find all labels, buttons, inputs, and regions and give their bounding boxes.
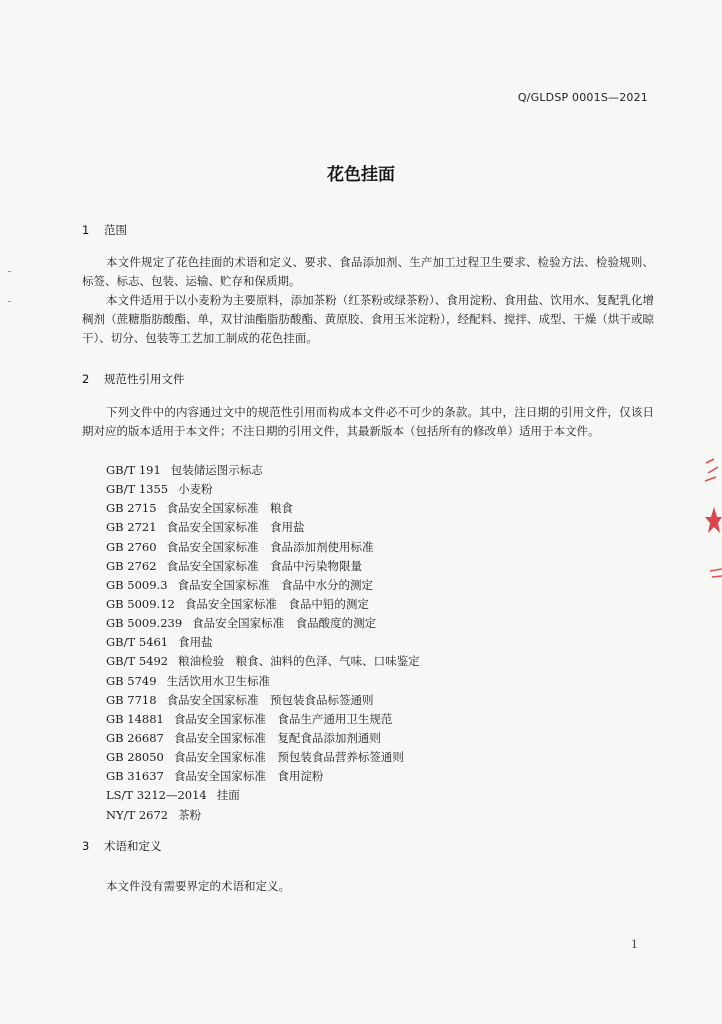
section-number: 2 [82, 372, 90, 386]
scope-paragraph-2: 本文件适用于以小麦粉为主要原料，添加茶粉（红茶粉或绿茶粉）、食用淀粉、食用盐、饮用水、复配乳化增稠剂（蔗糖脂肪酸酯、单，双甘油酯脂肪酸酯、黄原胶、食用玉米淀粉），经配料、搅拌、成型、干燥（烘干或晾干）、切分、包装等工艺加工制成的花色挂面。 [82, 293, 654, 345]
list-item [106, 710, 420, 729]
reference-code: LS/T 3212—2014 [106, 788, 207, 803]
reference-title: 生活饮用水卫生标准 [166, 673, 271, 688]
list-item [106, 480, 420, 499]
reference-code: GB 2762 [106, 558, 157, 573]
standard-code: Q/GLDSP 0001S—2021 [517, 91, 648, 104]
reference-code: GB 5009.12 [106, 596, 175, 611]
list-item [106, 767, 420, 786]
reference-title: 食品安全国家标准 食品中水分的测定 [177, 577, 374, 592]
reference-code: GB/T 5461 [106, 635, 169, 650]
list-item [106, 595, 420, 614]
reference-title: 食品安全国家标准 粮食 [166, 501, 294, 516]
reference-code: GB 2760 [106, 539, 157, 554]
references-intro-paragraph: 下列文件中的内容通过文中的规范性引用而构成本文件必不可少的条款。其中，注日期的引用文件，仅该日期对应的版本适用于本文件；不注日期的引用文件，其最新版本（包括所有的修改单）适用于本文件。 [82, 405, 654, 438]
reference-title: 粮油检验 粮食、油料的色泽、气味、口味鉴定 [178, 654, 420, 669]
scope-paragraph-1: 本文件规定了花色挂面的术语和定义、要求、食品添加剂、生产加工过程卫生要求、检验方法、检验规则、标签、标志、包装、运输、贮存和保质期。 [82, 255, 654, 288]
reference-title: 食品安全国家标准 食用盐 [166, 520, 305, 535]
document-title: 花色挂面 [327, 165, 395, 185]
seal-stamp-icon [700, 455, 722, 585]
section-title: 规范性引用文件 [104, 372, 185, 386]
reference-code: GB 26687 [106, 730, 164, 745]
section-number: 1 [82, 223, 90, 237]
terms-paragraph: 本文件没有需要界定的术语和定义。 [106, 879, 290, 893]
list-item [106, 806, 420, 825]
reference-title: 食品安全国家标准 食品酸度的测定 [192, 616, 377, 631]
reference-code: NY/T 2672 [106, 807, 169, 822]
list-item [106, 461, 420, 480]
section-number: 3 [82, 839, 90, 853]
reference-code: GB/T 191 [106, 463, 161, 477]
list-item [106, 557, 420, 576]
section-heading-normative-references [82, 371, 185, 387]
reference-title: 挂面 [216, 788, 240, 803]
list-item [106, 729, 420, 748]
reference-title: 食品安全国家标准 食品中污染物限量 [166, 558, 363, 573]
reference-code: GB 5009.3 [106, 577, 168, 592]
list-item [106, 652, 420, 671]
section-title: 术语和定义 [104, 839, 162, 853]
reference-code: GB 14881 [106, 711, 164, 726]
list-item [106, 538, 420, 557]
reference-title: 包装储运图示标志 [170, 463, 263, 477]
reference-title: 食品安全国家标准 食品生产通用卫生规范 [173, 711, 393, 726]
reference-code: GB 2715 [106, 501, 157, 516]
reference-code: GB/T 1355 [106, 482, 169, 497]
reference-code: GB 7718 [106, 692, 157, 707]
section-heading-scope [82, 222, 127, 238]
scan-mark [8, 271, 11, 272]
reference-title: 食品安全国家标准 食品添加剂使用标准 [166, 539, 374, 554]
list-item [106, 576, 420, 595]
list-item [106, 672, 420, 691]
list-item [106, 633, 420, 652]
reference-title: 食用盐 [178, 635, 213, 650]
list-item [106, 691, 420, 710]
reference-list [106, 461, 420, 825]
page-number: 1 [631, 938, 638, 951]
reference-code: GB 2721 [106, 520, 157, 535]
reference-title: 食品安全国家标准 食用淀粉 [173, 769, 324, 784]
list-item [106, 499, 420, 518]
reference-title: 食品安全国家标准 复配食品添加剂通则 [173, 730, 381, 745]
reference-title: 小麦粉 [178, 482, 213, 497]
reference-code: GB 28050 [106, 750, 164, 765]
reference-code: GB 31637 [106, 769, 164, 784]
list-item [106, 786, 420, 805]
scan-mark [8, 301, 11, 302]
section-title: 范围 [104, 223, 127, 237]
reference-code: GB 5749 [106, 673, 157, 688]
section-heading-terms-definitions [82, 838, 162, 854]
reference-title: 茶粉 [178, 807, 202, 822]
list-item [106, 748, 420, 767]
reference-title: 食品安全国家标准 食品中铅的测定 [184, 596, 369, 611]
reference-code: GB/T 5492 [106, 654, 169, 669]
list-item [106, 518, 420, 537]
list-item [106, 614, 420, 633]
reference-code: GB 5009.239 [106, 616, 183, 631]
reference-title: 食品安全国家标准 预包装食品营养标签通则 [173, 750, 404, 765]
reference-title: 食品安全国家标准 预包装食品标签通则 [166, 692, 374, 707]
